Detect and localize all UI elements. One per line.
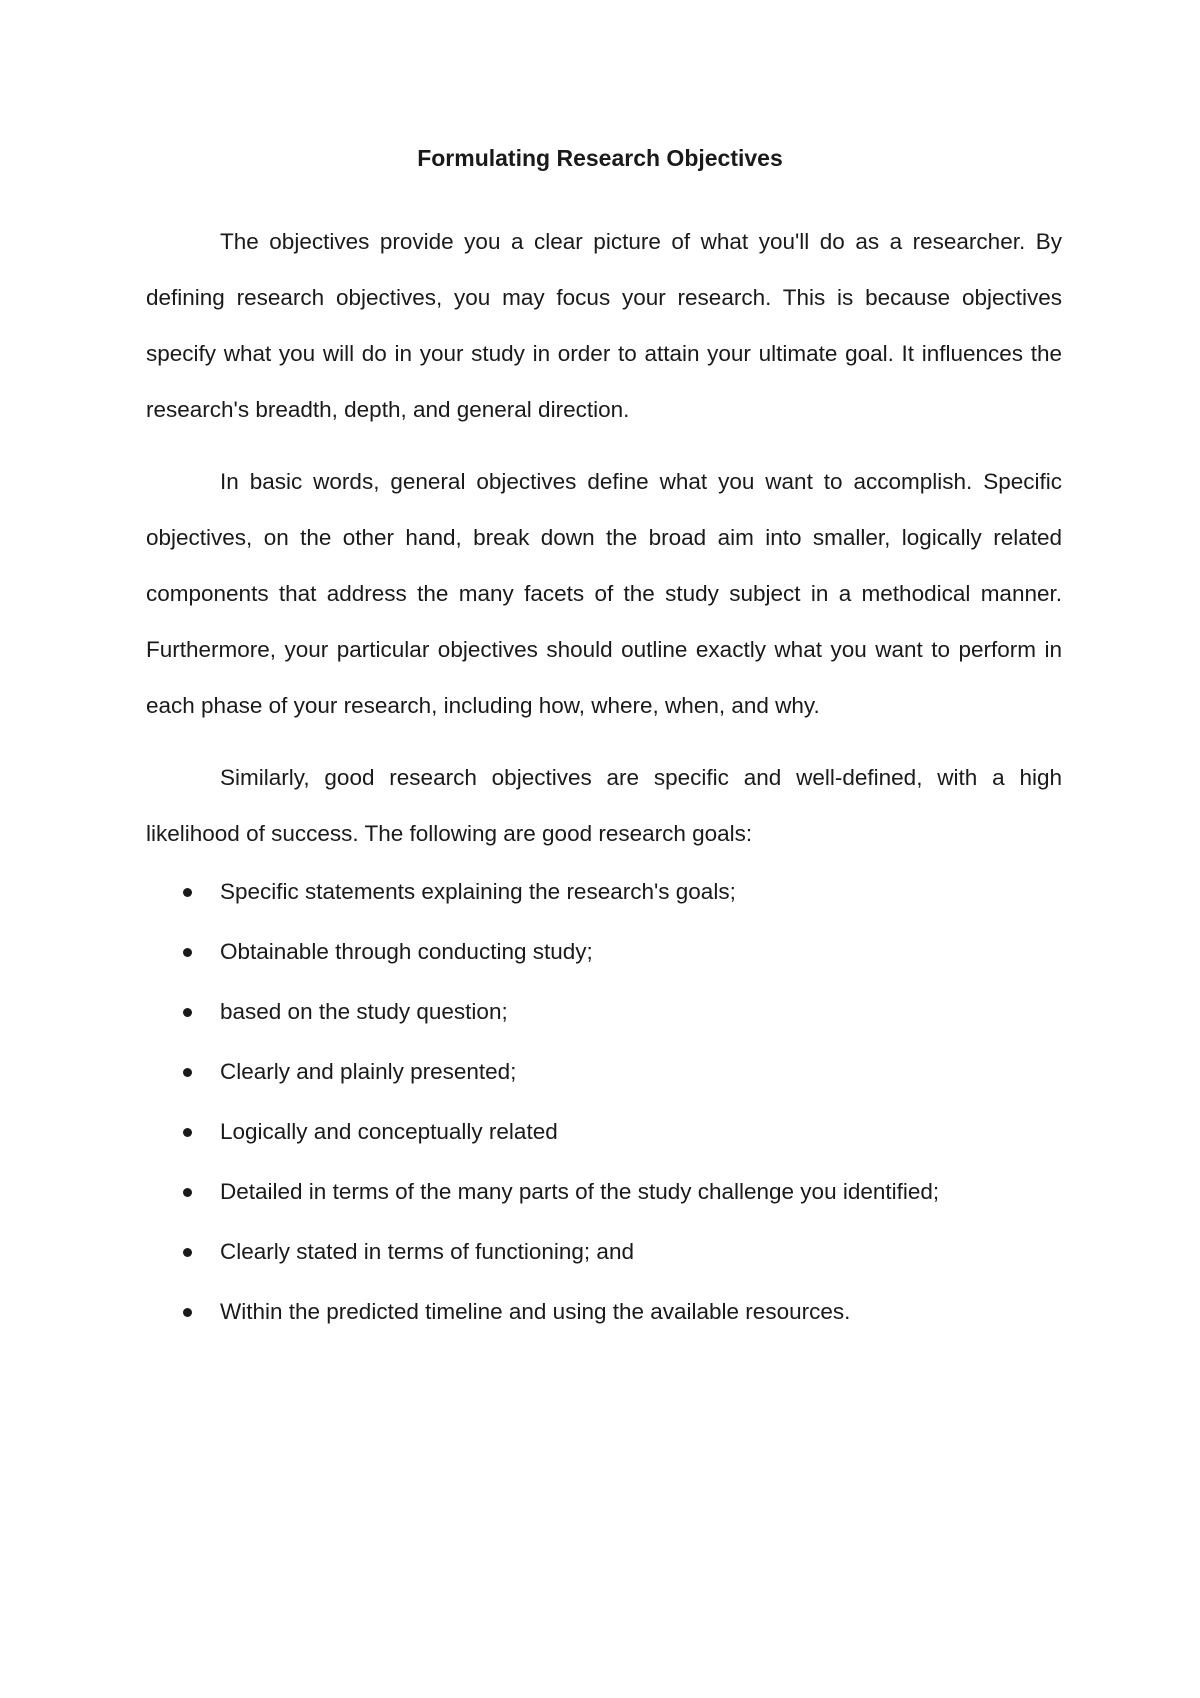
paragraph: Similarly, good research objectives are specific and well-defined, with a high likelihood of success. The following are good research goals: [146, 765, 1062, 846]
list-item-text: Obtainable through conducting study; [220, 939, 593, 964]
list-item-text: Clearly stated in terms of functioning; and [220, 1239, 634, 1264]
list-item [146, 938, 1062, 966]
list-item-text: based on the study question; [220, 999, 508, 1024]
bullet-icon [183, 1308, 192, 1317]
list-item-text: Specific statements explaining the research's goals; [220, 879, 736, 904]
bullet-icon [183, 1068, 192, 1077]
list-item-text: Within the predicted timeline and using the available resources. [220, 1299, 851, 1324]
document-title: Formulating Research Objectives [417, 145, 783, 171]
list-item [146, 998, 1062, 1026]
bullet-icon [183, 1128, 192, 1137]
bullet-icon [183, 948, 192, 957]
list-item [146, 1118, 1062, 1146]
list-item [146, 1298, 1062, 1326]
list-item [146, 1238, 1062, 1266]
list-item-text: Detailed in terms of the many parts of the study challenge you identified; [220, 1179, 940, 1204]
list-item [146, 1178, 1062, 1206]
list-item-text: Clearly and plainly presented; [220, 1059, 517, 1084]
document-body [146, 214, 1062, 1358]
list-item [146, 878, 1062, 906]
paragraph: The objectives provide you a clear picture of what you'll do as a researcher. By defining research objectives, you may focus your research. This is because objectives specify what you will do in your study in order to attain your ultimate goal. It influences the research's breadth, depth, and general direction. [146, 229, 1062, 422]
bullet-icon [183, 1248, 192, 1257]
bullet-list [146, 878, 1062, 1326]
bullet-icon [183, 1008, 192, 1017]
paragraph: In basic words, general objectives define what you want to accomplish. Specific objectives, on the other hand, break down the broad aim into smaller, logically related components that address the many facets of the study subject in a methodical manner. Furthermore, your particular objectives should outline exactly what you want to perform in each phase of your research, including how, where, when, and why. [146, 469, 1062, 718]
bullet-icon [183, 888, 192, 897]
list-item-text: Logically and conceptually related [220, 1119, 558, 1144]
bullet-icon [183, 1188, 192, 1197]
list-item [146, 1058, 1062, 1086]
